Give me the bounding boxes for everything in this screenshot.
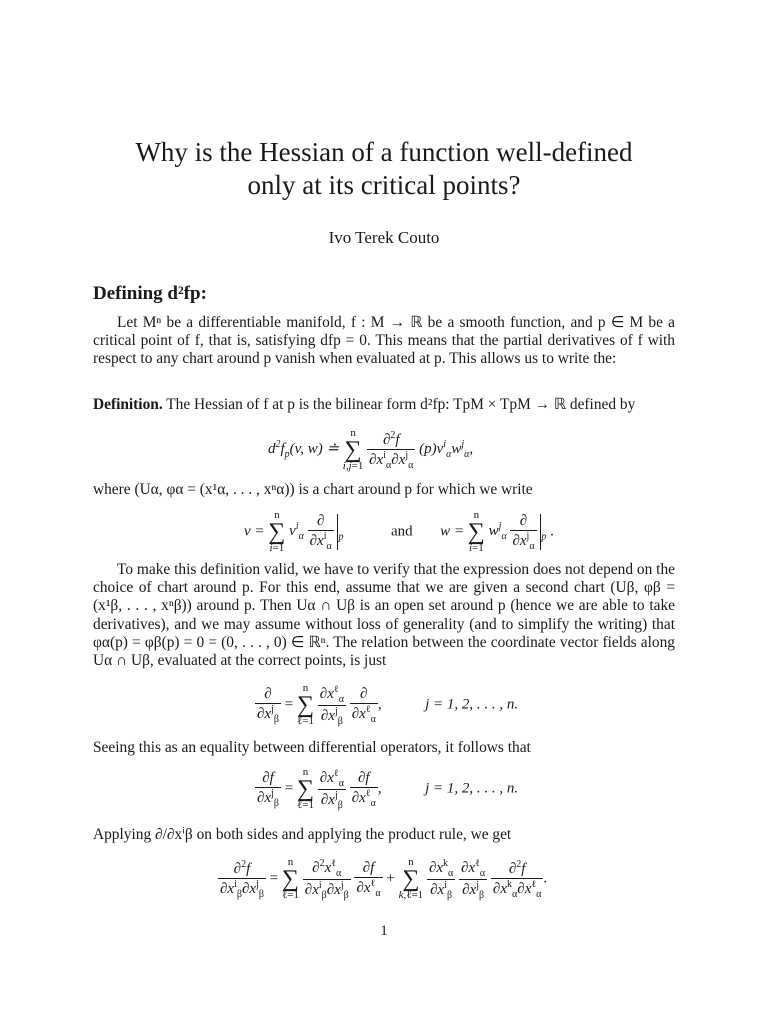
paper-title [0, 136, 768, 202]
title-line-2: only at its critical points? [247, 170, 521, 200]
chart-change-paragraph: To make this definition valid, we have to verify that the expression does not depend on the choice of chart around p. For this end, assume that we are given a second chart (Uβ, φβ = (x¹β, . . . , xⁿβ)) around p. Then Uα ∩ Uβ is an open set around p (hence we are able to take derivatives), and we may assume without loss of generality (and to simplify the writing) that φα(p) = φβ(p) = 0 = (0, . . . , 0) ∈ ℝⁿ. The relation between the coordinate vector fields along Uα ∩ Uβ, evaluated at the correct points, is just [93, 561, 675, 670]
index-range-2: j = 1, 2, . . . , n. [425, 780, 519, 797]
section-heading: Defining d²fp: [93, 283, 207, 304]
coordinate-fields-equation: $\frac{\partial}{\partial x^j_\beta}$ = n ∑ ℓ=1 $\frac{\partial x^\ell_\alpha}{\partial x^j_\beta}$ $\frac{\partial}{\partial x^\ell_\alpha}$ , j = 1, 2, . . . , n. [257, 682, 519, 727]
product-rule-paragraph: Applying ∂/∂xⁱβ on both sides and applying the product rule, we get [93, 826, 512, 843]
partial-f-equation: $\frac{\partial f}{\partial x^j_\beta}$ = n ∑ ℓ=1 $\frac{\partial x^\ell_\alpha}{\partial x^j_\beta}$ $\frac{\partial f}{\partial x^\ell_\alpha}$ , j = 1, 2, . . . , n. [257, 766, 519, 811]
definition-label: Definition. [93, 396, 163, 413]
definition-paragraph [93, 396, 675, 414]
author-name: Ivo Terek Couto [328, 228, 440, 247]
where-paragraph: where (Uα, φα = (x¹α, . . . , xⁿα)) is a chart around p for which we write [93, 481, 533, 498]
operator-paragraph: Seeing this as an equality between differential operators, it follows that [93, 739, 531, 756]
and-word: and [390, 523, 413, 540]
second-derivative-equation: $\frac{\partial^2f}{\partial x^i_\beta\partial x^j_\beta}$ = n ∑ ℓ=1 $\frac{\partial^2x^\ell_\alpha}{\partial x^i_\beta\partial x^j_\beta}$ $\frac{\partial f}{\partial x^\ell_\alpha}$ + n ∑ k,ℓ=1 $\frac{\partial x^k_\alpha}{\partial x^i_\beta}$ $\frac{\partial x^\ell_\alpha}{\partial x^j_\beta}$ $\frac{\partial^2f}{\partial x^k_\alpha\partial x^\ell_\alpha}$ . [220, 856, 548, 901]
page-number: 1 [380, 923, 388, 939]
hessian-equation: $d^2f_p(v$, w) ≐ n ∑ i,j=1 $\frac{\partial^2f}{\partial x^i_\alpha\partial x^j_\alpha}$ $(p)v^i_\alpha w^j_\alpha$, [268, 427, 474, 472]
definition-text: The Hessian of f at p is the bilinear form d²fp: TpM × TpM → ℝ defined by [166, 396, 636, 413]
index-range: j = 1, 2, . . . , n. [425, 696, 519, 713]
vector-expansion-equation: v = n ∑ i=1 $v^i_\alpha$ $\frac{\partial}{\partial x^i_\alpha}$ $_p$ and w = n ∑ i=1 $w^j_\alpha$ $\frac{\partial}{\partial x^j_\alpha}$ $_p$ . [244, 509, 554, 554]
intro-paragraph: Let Mⁿ be a differentiable manifold, f : M → ℝ be a smooth function, and p ∈ M be a critical point of f, that is, satisfying dfp = 0. This means that the partial derivatives of f with respect to any chart around p vanish when evaluated at p. This allows us to write the: [93, 314, 675, 368]
title-line-1: Why is the Hessian of a function well-defined [135, 137, 633, 167]
